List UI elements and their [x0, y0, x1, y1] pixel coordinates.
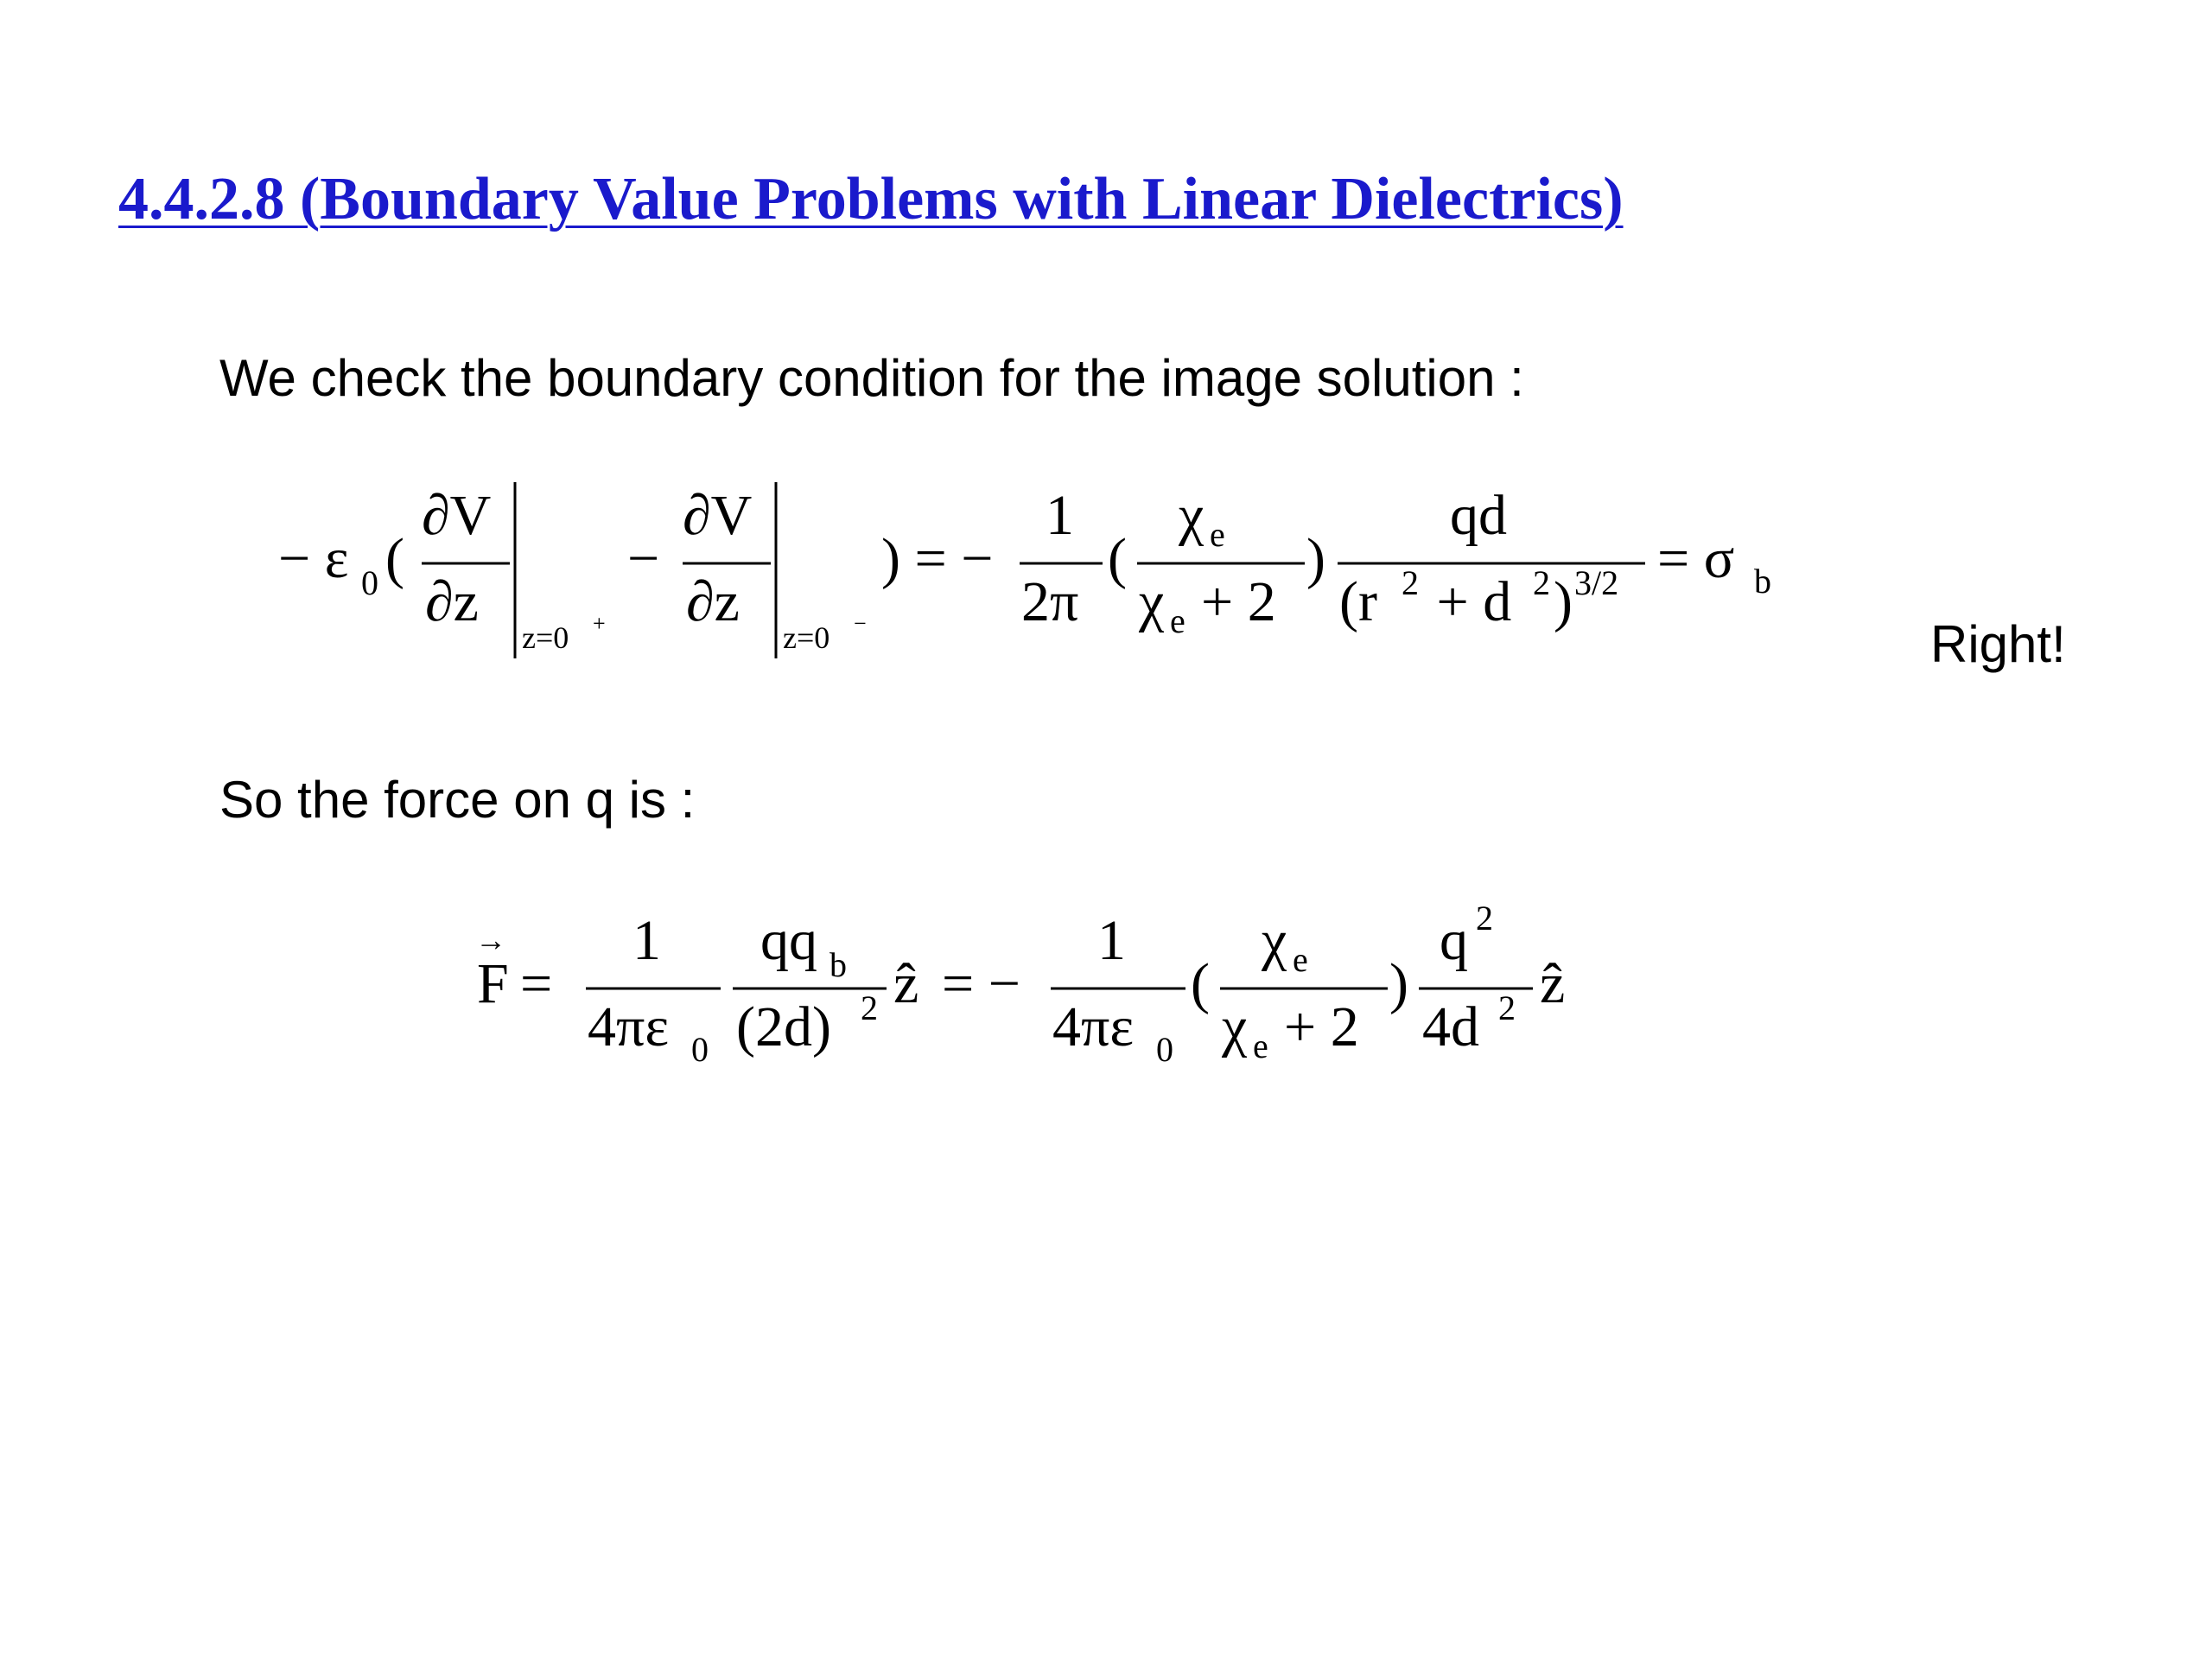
eq1-eval-plus-sup: + — [593, 611, 606, 636]
eq2-four-pi-eps-2: 4πε — [1052, 995, 1135, 1058]
eq2-one: 1 — [632, 909, 661, 972]
eq2-chi-sub-denominator: e — [1253, 1027, 1268, 1065]
eq1-equals-sigma: = σ — [1657, 527, 1735, 590]
slide-title: 4.4.2.8 (Boundary Value Problems with Linear Dielectrics) — [118, 166, 1624, 232]
eq1-paren-open: ( — [1108, 527, 1127, 590]
eq1-eval-minus-sup: − — [854, 611, 867, 636]
eq2-F: F — [477, 952, 509, 1015]
eq1-two-pi: 2π — [1021, 570, 1079, 633]
right-note: Right! — [1930, 615, 2066, 673]
eq1-r-open: (r — [1339, 570, 1377, 633]
eq1-chi-numerator: χ — [1179, 484, 1205, 547]
eq2-equals-minus: = − — [942, 952, 1020, 1015]
eq2-z-hat: ẑ — [893, 952, 919, 1015]
eq1-minus-epsilon: − ε — [278, 527, 349, 590]
eq1-open-paren: ( — [385, 527, 404, 590]
eq1-dz-denominator-2: ∂z — [686, 570, 740, 633]
eq2-two-d: (2d) — [736, 995, 831, 1058]
eq1-d-squared: 2 — [1533, 563, 1550, 602]
eq1-chi-sub-denominator: e — [1170, 601, 1185, 640]
eq2-equals: = — [520, 952, 553, 1015]
boundary-condition-equation — [259, 467, 1815, 674]
eq2-q-squared: 2 — [1476, 899, 1493, 938]
eq2-eps-subscript-2: 0 — [1156, 1030, 1173, 1069]
eq1-qd: qd — [1450, 484, 1507, 547]
eq2-F-arrow: → — [475, 923, 506, 957]
eq1-close-paren: ) — [1554, 570, 1573, 633]
eq1-one: 1 — [1046, 484, 1074, 547]
eq2-paren-open: ( — [1191, 952, 1210, 1015]
eq2-qq: qq — [760, 909, 817, 972]
eq1-sigma-subscript: b — [1754, 562, 1771, 601]
eq1-chi-sub-numerator: e — [1210, 515, 1225, 554]
eq2-four-d-squared: 2 — [1498, 988, 1516, 1027]
eq2-chi-sub-numerator: e — [1293, 940, 1308, 979]
eq2-four-pi-eps: 4πε — [588, 995, 670, 1058]
eq2-chi-plus-two: + 2 — [1284, 995, 1359, 1058]
eq1-three-halves: 3/2 — [1574, 563, 1619, 602]
eq1-r-squared: 2 — [1402, 563, 1419, 602]
eq2-paren-close: ) — [1389, 952, 1408, 1015]
eq2-one-2: 1 — [1097, 909, 1126, 972]
eq1-chi-denominator: χ — [1139, 570, 1165, 633]
eq1-dz-denominator: ∂z — [425, 570, 479, 633]
eq2-four-d: 4d — [1422, 995, 1479, 1058]
eq1-eval-minus: z=0 — [783, 620, 830, 655]
intro-text: We check the boundary condition for the image solution : — [219, 349, 1524, 407]
eq1-chi-plus-two: + 2 — [1201, 570, 1276, 633]
eq2-qq-subscript: b — [830, 945, 847, 984]
eq1-dV-numerator: ∂V — [422, 484, 492, 547]
eq1-paren-close: ) — [1306, 527, 1325, 590]
eq1-plus-d: + d — [1422, 570, 1512, 633]
eq2-chi-denominator: χ — [1222, 995, 1248, 1058]
force-equation — [458, 890, 1668, 1097]
eq2-chi-numerator: χ — [1262, 909, 1287, 972]
eq1-minus: − — [627, 527, 660, 590]
eq1-eval-plus: z=0 — [522, 620, 569, 655]
eq2-two-d-squared: 2 — [861, 988, 878, 1027]
eq2-q: q — [1440, 909, 1468, 972]
eq1-close-equals: ) = − — [881, 527, 994, 590]
eq1-dV-numerator-2: ∂V — [683, 484, 753, 547]
eq1-epsilon-subscript: 0 — [361, 563, 378, 602]
eq2-z-hat-2: ẑ — [1540, 952, 1566, 1015]
force-intro-text: So the force on q is : — [219, 771, 696, 829]
eq2-eps-subscript: 0 — [691, 1030, 709, 1069]
